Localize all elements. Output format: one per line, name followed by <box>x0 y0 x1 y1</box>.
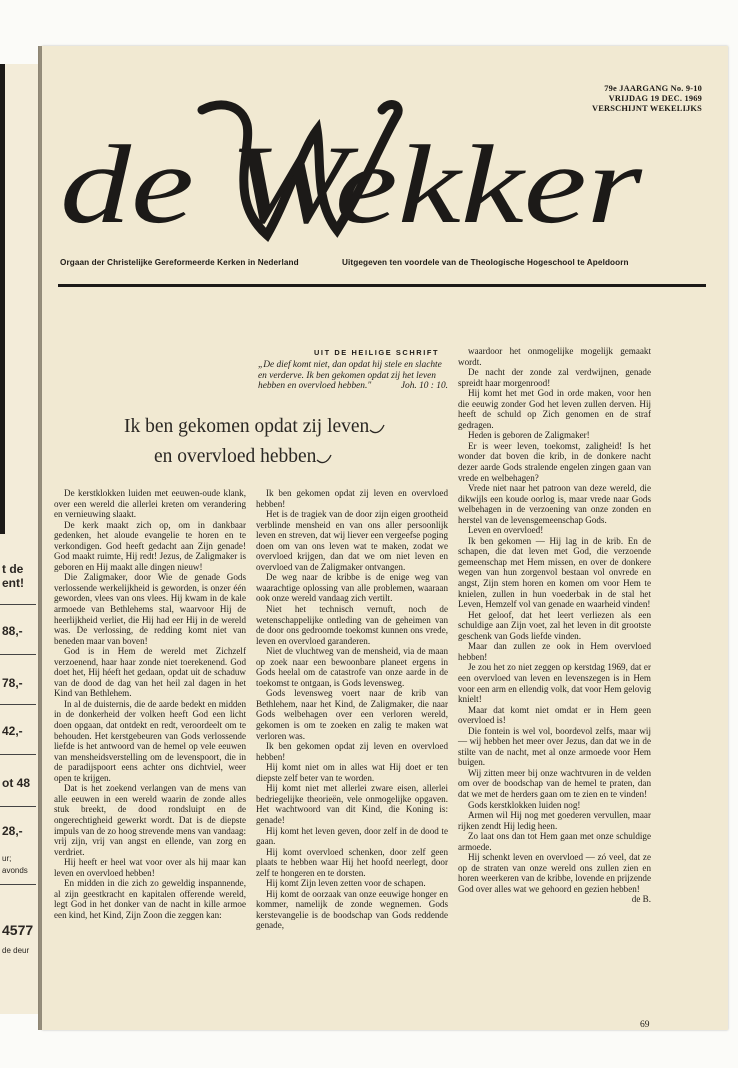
article-title-line1: Ik ben gekomen opdat zij leven <box>124 416 385 438</box>
article-paragraph: De kerstklokken luiden met eeuwen-oude klank, over een wereld die allerlei kreten om verandering en vernieuwing slaakt. <box>54 488 246 520</box>
article-paragraph: Hij komt het met God in orde maken, voor hen die eeuwig zonder God het leven zullen derven. Hij heeft de schuld op Zich genomen en de straf gedragen. <box>458 388 651 430</box>
article-paragraph: Ik ben gekomen opdat zij leven en overvloed hebben! <box>256 488 448 509</box>
subtitle-left: Orgaan der Christelijke Gereformeerde Kerken in Nederland <box>60 258 299 267</box>
title-swash <box>369 422 385 434</box>
article-paragraph: Hij komt het leven geven, door zelf in de dood te gaan. <box>256 825 448 847</box>
article-paragraph: Vrede niet naar het patroon van deze wereld, die dikwijls een koude oorlog is, maar vrede naar Gods welbehagen in de verzoening van onze zonden en herstel van de levensgemeenschap Gods. <box>458 483 651 525</box>
section-label: UIT DE HEILIGE SCHRIFT <box>314 348 440 357</box>
prev-fragment: ur; <box>2 854 12 863</box>
article-paragraph: Die fontein is wel vol, boordevol zelfs, maar wij — wij hebben het meer over Jezus, dan dat we in de stilte van de nacht, met al onze armoede voor Hem buigen. <box>458 725 651 768</box>
masthead <box>52 90 652 250</box>
article-paragraph: Ik ben gekomen opdat zij leven en overvloed hebben! <box>256 741 448 762</box>
masthead-rule <box>58 284 706 287</box>
article-paragraph: Niet het technisch vernuft, noch de wetenschappelijke ontleding van de geheimen van de door ons gedroomde toekomst kunnen ons vrede, leven en overvloed garanderen. <box>256 604 448 646</box>
article-paragraph: Wij zitten meer bij onze wachtvuren in de velden om over de boodschap van de hemel te praten, dan dat we met de herders gaan om te zien en te vinden! <box>458 767 651 799</box>
title-swash <box>316 452 332 464</box>
masthead-title: de Wekker <box>60 123 643 247</box>
article-paragraph: Hij heeft er heel wat voor over als hij maar kan leven en overvloed hebben! <box>54 857 246 878</box>
prev-fragment: 88,- <box>2 624 23 638</box>
article-paragraph: Hij schenkt leven en overvloed — zó veel, dat ze op de straten van onze wereld ons zullen zien en horen weerkeren van de kribbe, lovende en prijzende God over alles wat we gehoord en gezien hebben! <box>458 852 651 894</box>
article-paragraph: In al de duisternis, die de aarde bedekt en midden in de donkerheid der volken heeft God een licht doen opgaan, dat ontdekt en redt, veroordeelt om te behouden. Het kerstgebeuren van Gods verlossende liefde is het antwoord van de hemel op vele eeuwen van mensheidsverstelling om de levenspoort, die in de paradijspoort eens achter ons dichtviel, weer open te krijgen. <box>54 698 246 783</box>
article-paragraph: Gods kerstklokken luiden nog! <box>468 799 581 810</box>
masthead-logo <box>52 90 652 250</box>
prev-fragment: de deur <box>2 946 30 955</box>
article-paragraph: Niet de vluchtweg van de mensheid, via de maan op zoek naar een bewoonbare planeet ergens in Gods heelal om de catastrofe van onze aarde in de toekomst te ontgaan, is Gods levensweg. <box>256 646 448 688</box>
article-paragraph: Er is weer leven, toekomst, zaligheid! Is het wonder dat boven die krib, in de donkere nacht dezer aarde Gods stralende engelen zingen gaan van vrede en welbehagen? <box>458 440 651 483</box>
article-column-2 <box>256 488 448 931</box>
article-paragraph: Hij komt Zijn leven zetten voor de schapen. <box>266 878 426 889</box>
prev-fragment: 28,- <box>2 824 23 838</box>
prev-fragment: t de <box>2 562 24 576</box>
article-column-3 <box>458 346 651 905</box>
article-paragraph: Je zou het zo niet zeggen op kerstdag 1969, dat er een overvloed van leven en levenszegen is in Hem voor een arm en ellendig volk, dat voor Hem gelovig knielt! <box>458 662 651 705</box>
subtitle-right: Uitgegeven ten voordele van de Theologische Hogeschool te Apeldoorn <box>342 258 629 267</box>
previous-page-edge <box>0 64 38 1014</box>
article-paragraph: Hij komt niet om in alles wat Hij doet er ten diepste zelf beter van te worden. <box>256 762 448 783</box>
article-paragraph: De nacht der zonde zal verdwijnen, genade spreidt haar morgenrood! <box>458 367 651 388</box>
article-paragraph: waardoor het onmogelijke mogelijk gemaakt wordt. <box>458 346 651 367</box>
motto <box>258 360 450 392</box>
prev-fragment: 78,- <box>2 676 23 690</box>
motto-reference: Joh. 10 : 10. <box>400 381 448 392</box>
article-paragraph: Leven en overvloed! <box>468 525 544 536</box>
article-paragraph: Zo laat ons dan tot Hem gaan met onze schuldige armoede. <box>458 831 651 852</box>
article-paragraph: Hij komt de oorzaak van onze eeuwige honger en kommer, namelijk de zonde wegnemen. Gods kerstevangelie is de boodschap van Gods reddende genade, <box>256 888 448 931</box>
page-number: 69 <box>640 1020 650 1030</box>
prev-fragment: ot 48 <box>2 776 31 790</box>
article-title-line2: en overvloed hebben <box>154 446 332 468</box>
prev-fragment: 42,- <box>2 724 23 738</box>
previous-page-dark-band <box>0 64 5 534</box>
issue-volume: 79e JAARGANG No. 9-10 <box>604 84 702 93</box>
article-paragraph: Het is de tragiek van de door zijn eigen grootheid verblinde mensheid en van ons aller persoonlijk leven en streven, dat wij liever een vergeefse poging doen om van ons leven wat te maken, zodat we overvloed krijgen, dan dat we om niet leven en overvloed van de Zaligmaker ontvangen. <box>256 509 448 572</box>
article-paragraph: Hij komt overvloed schenken, door zelf geen plaats te hebben waar Hij het hoofd neerlegt, door zelf te hongeren en te dorsten. <box>256 846 448 878</box>
issue-frequency: VERSCHIJNT WEKELIJKS <box>591 104 702 113</box>
motto-text: „De dief komt niet, dan opdat hij stele en slachte en verderve. Ik ben gekomen opdat zij het leven hebben en overvloed hebben." <box>258 360 442 392</box>
prev-fragment: 4577 <box>2 922 34 938</box>
issue-date: VRIJDAG 19 DEC. 1969 <box>608 94 702 103</box>
article-paragraph: Armen wil Hij nog met goederen vervullen, maar rijken zendt Hij ledig heen. <box>458 810 651 831</box>
article-paragraph: Die Zaligmaker, door Wie de genade Gods verlossende werkelijkheid is geworden, is onzer één geworden, vlees van ons vlees. Hij kwam in de kale armoede van Bethlehems stal, waarvoor Hij de heerlijkheid verliet, die Hij had eer Hij in de wereld was. De verlossing, de redding komt niet van beneden maar van boven! <box>54 572 246 646</box>
article-paragraph: En midden in die zich zo geweldig inspannende, al zijn geestkracht en kapitalen offerende wereld, legt God in het donker van de nacht in kille armoe een kind, het Kind, Zijn Zoon die zeggen kan: <box>54 878 246 920</box>
article-paragraph: Het geloof, dat het leert verliezen als een schuldige aan Zijn voet, zal het leven in dit grootste geschenk van Gods liefde vinden. <box>458 609 651 641</box>
article-paragraph: De weg naar de kribbe is de enige weg van waarachtige oplossing van alle problemen, waaraan ook onze wereld vandaag zich vertilt. <box>256 572 448 604</box>
article-column-1 <box>54 488 246 920</box>
author-signature: de B. <box>631 894 651 905</box>
prev-fragment: ent! <box>2 576 24 590</box>
article-paragraph: God is in Hem de wereld met Zichzelf verzoenend, haar haar zonde niet toerekenend. God doet het, Hij héeft het gedaan, opdat uit de schaduw van de dood de dag van het heil zal dagen in het Kind van Bethlehem. <box>54 646 246 699</box>
article-paragraph: Heden is geboren de Zaligmaker! <box>468 430 590 441</box>
prev-fragment: avonds <box>2 866 28 875</box>
article-paragraph: De kerk maakt zich op, om in dankbaar gedenken, het aloude evangelie te horen en te verkondigen. God heeft gedacht aan Zijn genade! God maakt ruimte, Hij redt! Jezus, de Zaligmaker is geboren en Hij maakt alle dingen nieuw! <box>54 519 246 572</box>
article-paragraph: Gods levensweg voert naar de krib van Bethlehem, naar het Kind, de Zaligmaker, die naar Gods welbehagen over een verloren wereld, gekomen is om te zoeken en zalig te maken wat verloren was. <box>256 688 448 741</box>
article-paragraph: Maar dan zullen ze ook in Hem overvloed hebben! <box>458 641 651 662</box>
article-paragraph: Dat is het zoekend verlangen van de mens van alle eeuwen in een wereld waarin de zonde alles stuk breekt, de dood rondsluipt en de ongerechtigheid gewerkt wordt. Dat is de diepste impuls van de zo hoog strevende mens van vandaag: vrij zijn, vrij van angst en ellende, van zorg en verdriet. <box>54 783 246 857</box>
article-paragraph: Ik ben gekomen — Hij lag in de krib. En de schapen, die dat leven met God, die verzoende gemeenschap met Hem missen, en over de donkere wegen van hun zorgenvol bestaan vol onvrede en angst, Zijn stem horen en komen om voor Hem te knielen, zullen in hun voederbak in de stal het Leven, Hemzelf vol van genade en waarheid vinden! <box>458 535 651 610</box>
article-paragraph: Hij komt niet met allerlei zware eisen, allerlei bedriegelijke theorieën, vele onmogelijke opgaven. Het wachtwoord van dit Kind, die Koning is: genade! <box>256 783 448 825</box>
article-paragraph: Maar dat komt niet omdat er in Hem geen overvloed is! <box>458 704 651 726</box>
